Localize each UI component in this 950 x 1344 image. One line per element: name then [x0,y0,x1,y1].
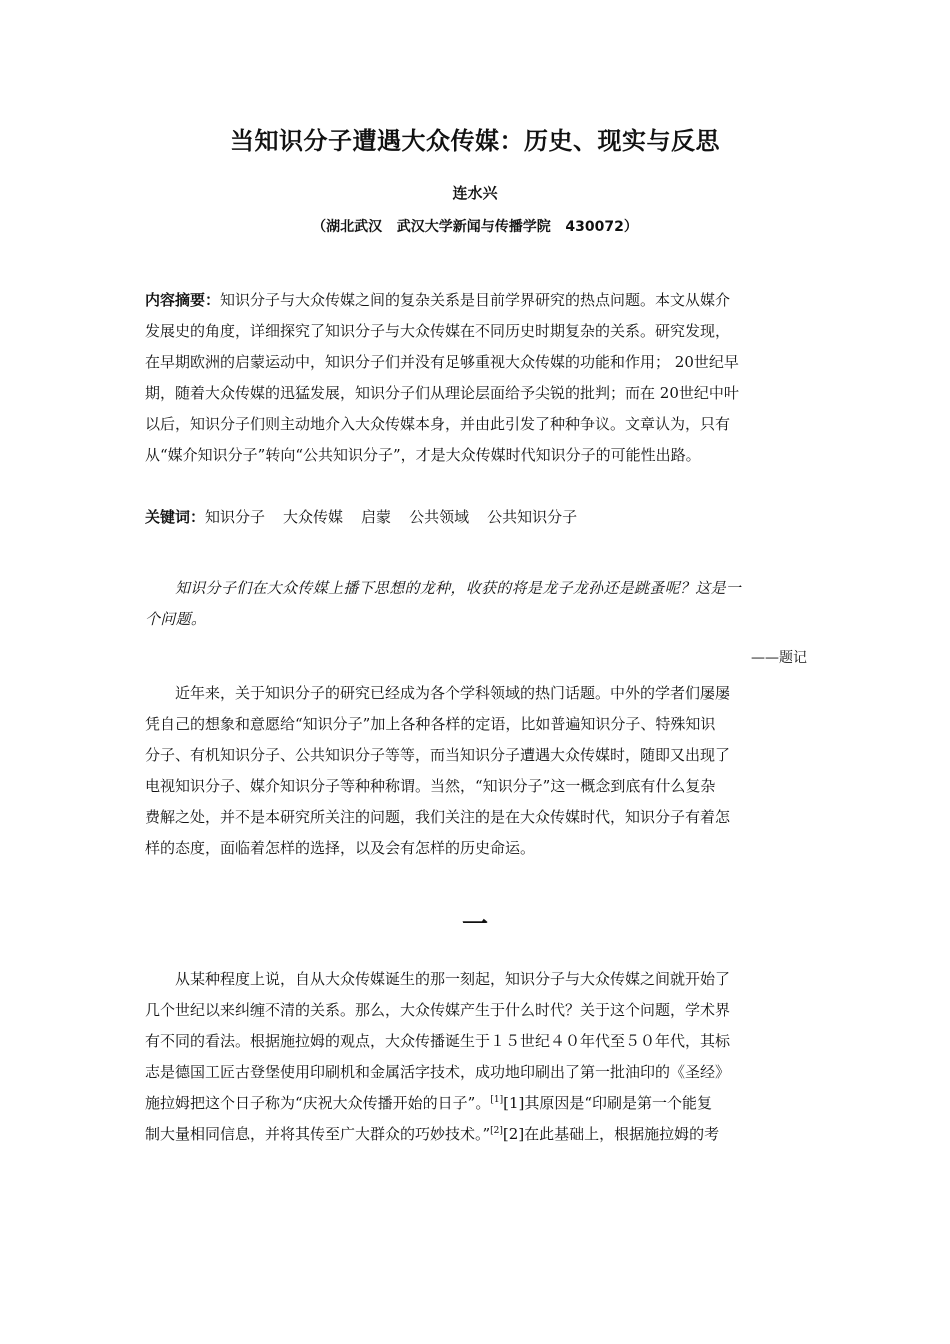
epigraph-line: 个问题。 [145,610,207,628]
abstract-text: 知识分子与大众传媒之间的复杂关系是目前学界研究的热点问题。本文从媒介 [220,291,731,309]
abstract-line: 发展史的角度，详细探究了知识分子与大众传媒在不同历史时期复杂的关系。研究发现， [145,322,731,340]
line-text: [2]在此基础上，根据施拉姆的考 [502,1125,720,1143]
paragraph-line: 样的态度，面临着怎样的选择，以及会有怎样的历史命运。 [145,839,536,857]
paragraph-line [145,1119,807,1150]
author-affiliation: （湖北武汉 武汉大学新闻与传播学院 430072） [312,219,638,235]
line-text: 施拉姆把这个日子称为“庆祝大众传播开始的日子”。 [145,1094,491,1112]
keyword: 启蒙 [361,508,392,526]
section-heading: 一 [461,910,488,940]
abstract-line: 在早期欧洲的启蒙运动中，知识分子们并没有足够重视大众传媒的功能和作用； 20世纪早 [145,353,739,371]
paragraph-line [145,1088,807,1119]
paragraph-line: 分子、有机知识分子、公共知识分子等等，而当知识分子遭遇大众传媒时，随即又出现了 [145,746,731,764]
section-one-paragraph [145,964,807,1150]
keyword: 知识分子 [205,508,266,526]
footnote-ref[interactable]: [2] [490,1126,503,1136]
line-text: [1]其原因是“印刷是第一个能复 [503,1094,713,1112]
abstract [145,285,807,471]
paragraph-line: 凭自己的想象和意愿给“知识分子”加上各种各样的定语，比如普遍知识分子、特殊知识 [145,715,716,733]
keyword: 大众传媒 [283,508,344,526]
keyword: 公共领域 [409,508,470,526]
abstract-line: 以后，知识分子们则主动地介入大众传媒本身，并由此引发了种种争议。文章认为，只有 [145,415,731,433]
abstract-line: 期，随着大众传媒的迅猛发展，知识分子们从理论层面给予尖锐的批判；而在 20世纪中叶 [145,384,739,402]
epigraph-line: 知识分子们在大众传媒上播下思想的龙种，收获的将是龙子龙孙还是跳蚤呢？这是一 [175,579,742,597]
abstract-line [145,285,807,316]
line-text: 制大量相同信息，并将其传至广大群众的巧妙技术。” [145,1125,491,1143]
abstract-label: 内容摘要： [145,291,221,309]
paragraph-line: 从某种程度上说，自从大众传媒诞生的那一刻起，知识分子与大众传媒之间就开始了 [175,970,731,988]
footnote-ref[interactable]: [1] [490,1095,504,1105]
paragraph-line: 近年来，关于知识分子的研究已经成为各个学科领域的热门话题。中外的学者们屡屡 [175,684,731,702]
paragraph-line: 有不同的看法。根据施拉姆的观点，大众传播诞生于１５世纪４０年代至５０年代，其标 [145,1032,731,1050]
abstract-line: 从“媒介知识分子”转向“公共知识分子”，才是大众传媒时代知识分子的可能性出路。 [145,446,701,464]
keywords-label: 关键词： [145,508,206,526]
paper-title: 当知识分子遭遇大众传媒：历史、现实与反思 [230,127,720,155]
keyword: 公共知识分子 [487,508,578,526]
paragraph-line: 费解之处，并不是本研究所关注的问题，我们关注的是在大众传媒时代，知识分子有着怎 [145,808,731,826]
keywords-line [145,502,807,533]
author-name: 连水兴 [452,184,498,202]
paragraph-line: 电视知识分子、媒介知识分子等种种称谓。当然，“知识分子”这一概念到底有什么复杂 [145,777,716,795]
epigraph-source: ——题记 [751,650,807,666]
intro-paragraph [145,678,807,864]
paragraph-line: 志是德国工匠古登堡使用印刷机和金属活字技术，成功地印刷出了第一批油印的《圣经》 [145,1063,731,1081]
epigraph [145,573,807,635]
keywords [145,502,807,533]
paragraph-line: 几个世纪以来纠缠不清的关系。那么，大众传媒产生于什么时代？关于这个问题，学术界 [145,1001,731,1019]
